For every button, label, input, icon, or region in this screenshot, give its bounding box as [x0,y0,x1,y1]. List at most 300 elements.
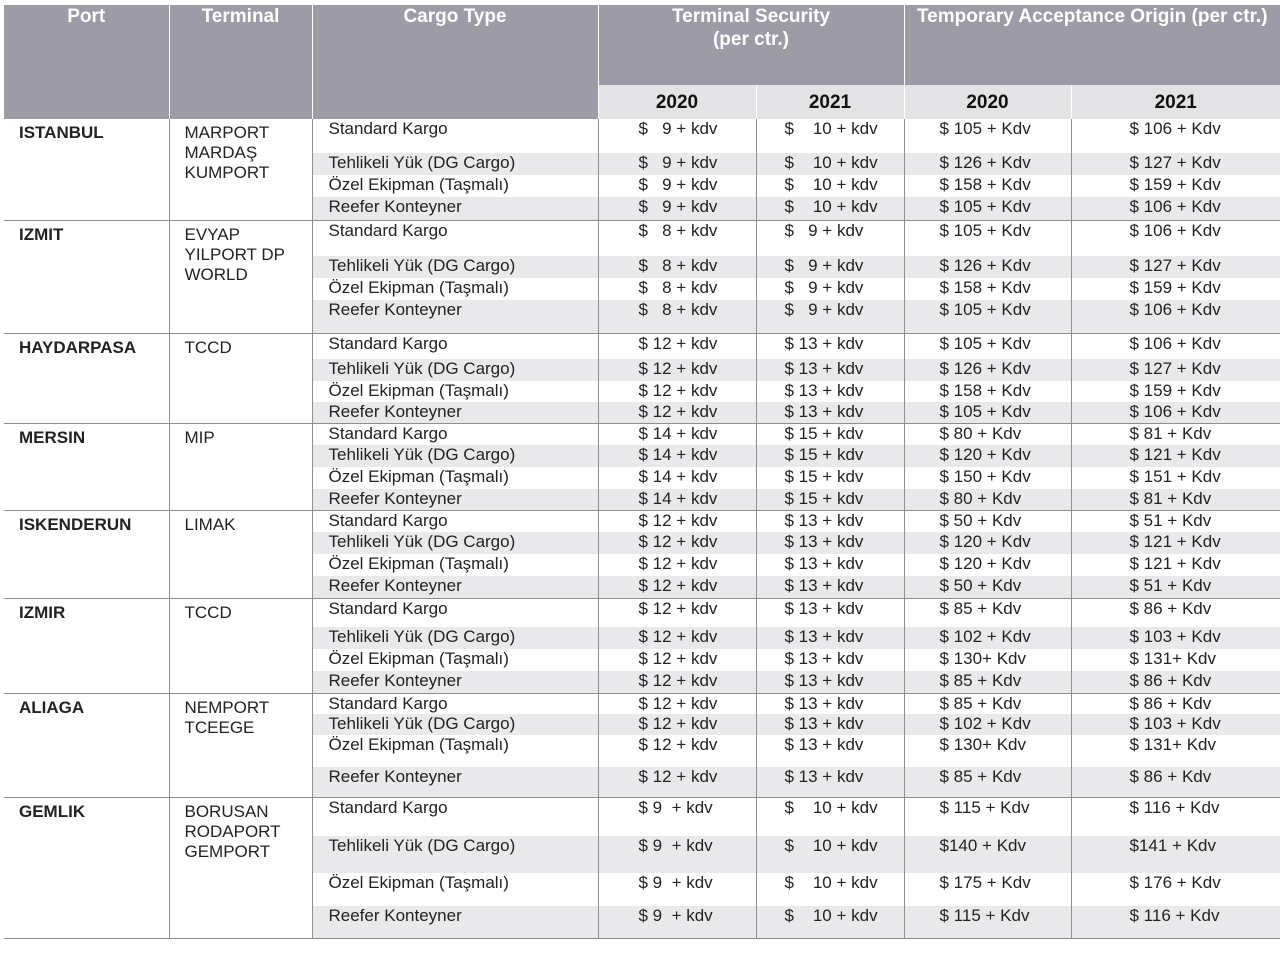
acceptance-2020-cell-text: $ 105 + Kdv [939,220,1031,240]
security-2020-cell-text: $ 12 + kdv [638,649,718,668]
security-2021-cell [756,714,904,735]
cargo-type-cell-text: Standard Kargo [328,797,448,817]
acceptance-2021-cell [1071,554,1280,576]
security-2020-cell [598,735,756,767]
acceptance-2021-cell-text: $ 116 + Kdv [1129,797,1220,817]
acceptance-2020-cell [904,836,1071,873]
acceptance-2020-cell [904,906,1071,938]
security-2020-cell-text: $ 14 + kdv [638,423,718,443]
cargo-type-cell [312,119,598,153]
security-2020-cell-text: $ 12 + kdv [638,693,718,713]
security-2020-cell-text: $ 12 + kdv [638,735,718,754]
acceptance-2021-cell [1071,671,1280,693]
acceptance-2020-cell-text: $ 120 + Kdv [939,532,1031,551]
cargo-type-cell [312,649,598,671]
security-2021-cell [756,532,904,554]
acceptance-2021-cell-text: $ 86 + Kdv [1129,671,1212,690]
cargo-type-cell-text: Standard Kargo [328,333,448,353]
acceptance-2021-cell-text: $ 131+ Kdv [1129,735,1216,754]
table-row [4,333,1280,359]
security-2021-cell [756,197,904,220]
security-2021-cell [756,489,904,510]
cargo-type-cell-text: Standard Kargo [328,119,448,138]
port-cell: ISKENDERUN [4,510,169,598]
acceptance-2021-cell [1071,278,1280,300]
acceptance-2020-cell [904,735,1071,767]
acceptance-2020-cell-text: $ 126 + Kdv [939,256,1031,275]
acceptance-2020-cell-text: $ 105 + Kdv [939,333,1031,353]
acceptance-2021-cell-text: $ 106 + Kdv [1129,402,1221,421]
acceptance-2020-cell [904,278,1071,300]
security-2020-cell [598,278,756,300]
cargo-type-cell-text: Özel Ekipman (Taşmalı) [328,649,509,668]
cargo-type-cell-text: Özel Ekipman (Taşmalı) [328,175,509,194]
acceptance-2021-cell-text: $ 81 + Kdv [1129,423,1212,443]
port-cell: ISTANBUL [4,119,169,220]
header-temporary-acceptance: Temporary Acceptance Origin (per ctr.) [904,5,1280,85]
cargo-type-cell [312,671,598,693]
security-2021-cell [756,359,904,381]
acceptance-2020-cell-text: $ 85 + Kdv [939,767,1022,786]
cargo-type-cell [312,693,598,714]
acceptance-2020-cell [904,197,1071,220]
security-2021-cell [756,554,904,576]
cargo-type-cell [312,489,598,510]
security-2020-cell [598,402,756,423]
security-2020-cell-text: $ 8 + kdv [638,300,718,319]
security-2020-cell-text: $ 12 + kdv [638,714,718,733]
cargo-type-cell [312,797,598,836]
port-cell: GEMLIK [4,797,169,938]
acceptance-2021-cell-text: $ 106 + Kdv [1129,119,1221,138]
security-2021-cell [756,119,904,153]
acceptance-2020-cell-text: $ 175 + Kdv [939,873,1031,892]
acceptance-2020-cell [904,467,1071,489]
security-2020-cell [598,532,756,554]
security-2021-cell [756,797,904,836]
acceptance-2020-cell-text: $ 158 + Kdv [939,175,1031,194]
table-row [4,797,1280,836]
cargo-type-cell-text: Reefer Konteyner [328,402,462,421]
security-2021-cell-text: $ 9 + kdv [784,278,864,297]
security-2020-cell-text: $ 12 + kdv [638,554,718,573]
terminal-cell: LIMAK [169,510,312,598]
acceptance-2021-cell [1071,873,1280,906]
security-2021-cell-text: $ 13 + kdv [784,693,864,713]
acceptance-2020-cell [904,119,1071,153]
acceptance-2021-cell-text: $ 121 + Kdv [1129,554,1221,573]
security-2020-cell [598,467,756,489]
cargo-type-cell [312,256,598,278]
acceptance-2021-cell [1071,576,1280,598]
security-2021-cell [756,278,904,300]
cargo-type-cell [312,333,598,359]
port-cell: HAYDARPASA [4,333,169,423]
security-2020-cell-text: $ 12 + kdv [638,671,718,690]
acceptance-2020-cell [904,797,1071,836]
cargo-type-cell-text: Standard Kargo [328,423,448,443]
acceptance-2020-cell-text: $ 126 + Kdv [939,359,1031,378]
table-row [4,423,1280,445]
cargo-type-cell-text: Reefer Konteyner [328,197,462,216]
security-2021-cell-text: $ 13 + kdv [784,359,864,378]
cargo-type-cell [312,873,598,906]
acceptance-2020-cell-text: $ 50 + Kdv [939,576,1022,595]
security-2021-cell [756,627,904,649]
port-cell: MERSIN [4,423,169,510]
acceptance-2021-cell [1071,300,1280,333]
table-row [4,693,1280,714]
acceptance-2021-cell [1071,445,1280,467]
acceptance-2020-cell-text: $ 120 + Kdv [939,554,1031,573]
security-2020-cell [598,300,756,333]
security-2020-cell [598,598,756,627]
security-2020-cell [598,489,756,510]
security-2021-cell-text: $ 9 + kdv [784,300,864,319]
acceptance-2020-cell [904,671,1071,693]
security-2020-cell [598,175,756,197]
security-2021-cell-text: $ 15 + kdv [784,489,864,508]
acceptance-2020-cell [904,220,1071,256]
security-2021-cell-text: $ 13 + kdv [784,671,864,690]
cargo-type-cell-text: Reefer Konteyner [328,671,462,690]
acceptance-2020-cell [904,649,1071,671]
acceptance-2021-cell-text: $ 86 + Kdv [1129,767,1212,786]
acceptance-2021-cell [1071,333,1280,359]
security-2020-cell [598,423,756,445]
acceptance-2021-cell-text: $ 86 + Kdv [1129,598,1212,618]
cargo-type-cell-text: Özel Ekipman (Taşmalı) [328,278,509,297]
security-2020-cell-text: $ 8 + kdv [638,278,718,297]
security-2021-cell-text: $ 10 + kdv [784,175,878,194]
security-2020-cell [598,153,756,175]
cargo-type-cell [312,735,598,767]
acceptance-2020-cell-text: $ 158 + Kdv [939,278,1031,297]
acceptance-2020-cell [904,873,1071,906]
security-2021-cell [756,175,904,197]
security-2020-cell-text: $ 12 + kdv [638,576,718,595]
header-acceptance-2021: 2021 [1071,85,1280,119]
cargo-type-cell-text: Özel Ekipman (Taşmalı) [328,873,509,892]
security-2020-cell [598,671,756,693]
acceptance-2020-cell [904,510,1071,532]
security-2021-cell [756,693,904,714]
acceptance-2020-cell [904,381,1071,402]
acceptance-2020-cell-text: $ 85 + Kdv [939,671,1022,690]
acceptance-2020-cell [904,402,1071,423]
acceptance-2021-cell-text: $ 116 + Kdv [1129,906,1220,925]
acceptance-2021-cell [1071,649,1280,671]
acceptance-2020-cell [904,445,1071,467]
cargo-type-cell-text: Tehlikeli Yük (DG Cargo) [328,627,516,646]
port-cell: IZMIR [4,598,169,693]
header-port: Port [4,5,169,119]
acceptance-2021-cell-text: $ 127 + Kdv [1129,153,1221,172]
security-2021-cell [756,333,904,359]
cargo-type-cell [312,714,598,735]
security-2020-cell [598,256,756,278]
cargo-type-cell [312,767,598,797]
security-2021-cell [756,300,904,333]
tariff-table [4,5,1280,939]
security-2020-cell [598,767,756,797]
cargo-type-cell [312,423,598,445]
security-2021-cell-text: $ 13 + kdv [784,598,864,618]
cargo-type-cell-text: Özel Ekipman (Taşmalı) [328,381,509,400]
security-2021-cell-text: $ 13 + kdv [784,735,864,754]
security-2020-cell-text: $ 9 + kdv [638,197,718,216]
security-2020-cell-text: $ 14 + kdv [638,445,718,464]
acceptance-2021-cell [1071,906,1280,938]
acceptance-2020-cell-text: $ 105 + Kdv [939,402,1031,421]
cargo-type-cell-text: Standard Kargo [328,220,448,240]
security-2021-cell [756,576,904,598]
cargo-type-cell [312,576,598,598]
security-2021-cell-text: $ 13 + kdv [784,649,864,668]
acceptance-2021-cell [1071,402,1280,423]
acceptance-2020-cell-text: $140 + Kdv [939,836,1026,855]
table-row [4,220,1280,256]
acceptance-2020-cell-text: $ 115 + Kdv [939,797,1030,817]
security-2020-cell [598,333,756,359]
security-2021-cell [756,256,904,278]
security-2021-cell [756,220,904,256]
security-2020-cell [598,906,756,938]
security-2020-cell [598,836,756,873]
security-2021-cell-text: $ 15 + kdv [784,445,864,464]
acceptance-2020-cell [904,627,1071,649]
acceptance-2020-cell [904,532,1071,554]
security-2020-cell [598,119,756,153]
acceptance-2020-cell [904,333,1071,359]
cargo-type-cell-text: Tehlikeli Yük (DG Cargo) [328,256,516,275]
cargo-type-cell-text: Özel Ekipman (Taşmalı) [328,554,509,573]
acceptance-2020-cell-text: $ 102 + Kdv [939,627,1031,646]
security-2021-cell-text: $ 13 + kdv [784,510,864,530]
acceptance-2020-cell-text: $ 105 + Kdv [939,197,1031,216]
cargo-type-cell [312,510,598,532]
acceptance-2021-cell [1071,423,1280,445]
acceptance-2020-cell-text: $ 105 + Kdv [939,300,1031,319]
acceptance-2020-cell [904,153,1071,175]
acceptance-2021-cell [1071,735,1280,767]
security-2020-cell-text: $ 14 + kdv [638,467,718,486]
acceptance-2021-cell [1071,359,1280,381]
cargo-type-cell [312,467,598,489]
terminal-cell: NEMPORT TCEEGE [169,693,312,797]
security-2020-cell-text: $ 12 + kdv [638,402,718,421]
header-terminal: Terminal [169,5,312,119]
header-cargo-type: Cargo Type [312,5,598,119]
security-2020-cell [598,359,756,381]
security-2021-cell-text: $ 15 + kdv [784,467,864,486]
security-2021-cell-text: $ 13 + kdv [784,381,864,400]
acceptance-2021-cell-text: $ 106 + Kdv [1129,220,1221,240]
acceptance-2020-cell [904,598,1071,627]
security-2020-cell-text: $ 12 + kdv [638,598,718,618]
acceptance-2020-cell [904,576,1071,598]
security-2021-cell [756,836,904,873]
terminal-cell: EVYAP YILPORT DP WORLD [169,220,312,333]
security-2021-cell-text: $ 10 + kdv [784,119,878,138]
security-2020-cell [598,381,756,402]
acceptance-2021-cell-text: $ 51 + Kdv [1129,510,1212,530]
security-2021-cell-text: $ 13 + kdv [784,767,864,786]
security-2020-cell-text: $ 9 + kdv [638,119,718,138]
acceptance-2021-cell-text: $ 103 + Kdv [1129,627,1221,646]
cargo-type-cell [312,836,598,873]
acceptance-2021-cell [1071,627,1280,649]
security-2021-cell [756,153,904,175]
security-2020-cell [598,649,756,671]
acceptance-2020-cell-text: $ 50 + Kdv [939,510,1022,530]
security-2021-cell [756,671,904,693]
acceptance-2020-cell [904,767,1071,797]
table-body [4,119,1280,938]
cargo-type-cell [312,359,598,381]
security-2021-cell-text: $ 13 + kdv [784,714,864,733]
security-2020-cell [598,797,756,836]
security-2021-cell-text: $ 10 + kdv [784,836,878,855]
security-2020-cell-text: $ 9 + kdv [638,797,713,817]
acceptance-2021-cell-text: $ 127 + Kdv [1129,256,1221,275]
security-2020-cell [598,714,756,735]
table-row [4,119,1280,153]
terminal-cell: MIP [169,423,312,510]
security-2020-cell-text: $ 9 + kdv [638,873,713,892]
cargo-type-cell-text: Standard Kargo [328,693,448,713]
acceptance-2020-cell [904,423,1071,445]
security-2021-cell [756,649,904,671]
acceptance-2021-cell-text: $141 + Kdv [1129,836,1216,855]
security-2020-cell-text: $ 12 + kdv [638,381,718,400]
security-2020-cell-text: $ 9 + kdv [638,836,713,855]
acceptance-2021-cell-text: $ 121 + Kdv [1129,532,1221,551]
security-2020-cell [598,576,756,598]
acceptance-2020-cell-text: $ 130+ Kdv [939,649,1026,668]
security-2021-cell-text: $ 10 + kdv [784,873,878,892]
acceptance-2020-cell [904,714,1071,735]
security-2020-cell-text: $ 8 + kdv [638,256,718,275]
acceptance-2020-cell-text: $ 85 + Kdv [939,693,1022,713]
security-2020-cell [598,554,756,576]
security-2021-cell-text: $ 10 + kdv [784,906,878,925]
cargo-type-cell [312,278,598,300]
acceptance-2020-cell-text: $ 105 + Kdv [939,119,1031,138]
acceptance-2021-cell [1071,197,1280,220]
security-2020-cell [598,197,756,220]
header-acceptance-2020: 2020 [904,85,1071,119]
acceptance-2021-cell [1071,598,1280,627]
security-2020-cell [598,873,756,906]
security-2020-cell-text: $ 14 + kdv [638,489,718,508]
security-2021-cell-text: $ 13 + kdv [784,576,864,595]
acceptance-2021-cell [1071,714,1280,735]
security-2020-cell-text: $ 9 + kdv [638,175,718,194]
acceptance-2021-cell-text: $ 131+ Kdv [1129,649,1216,668]
cargo-type-cell [312,445,598,467]
security-2021-cell [756,423,904,445]
acceptance-2020-cell-text: $ 115 + Kdv [939,906,1030,925]
security-2021-cell [756,467,904,489]
security-2020-cell-text: $ 9 + kdv [638,153,718,172]
security-2021-cell-text: $ 10 + kdv [784,153,878,172]
cargo-type-cell-text: Tehlikeli Yük (DG Cargo) [328,445,516,464]
cargo-type-cell [312,197,598,220]
cargo-type-cell-text: Tehlikeli Yük (DG Cargo) [328,714,516,733]
security-2020-cell [598,693,756,714]
cargo-type-cell-text: Reefer Konteyner [328,767,462,786]
security-2021-cell [756,873,904,906]
acceptance-2021-cell [1071,797,1280,836]
cargo-type-cell [312,532,598,554]
header-security-2021: 2021 [756,85,904,119]
security-2021-cell [756,510,904,532]
table-row [4,598,1280,627]
header-security-2020: 2020 [598,85,756,119]
acceptance-2021-cell [1071,532,1280,554]
cargo-type-cell [312,906,598,938]
cargo-type-cell-text: Tehlikeli Yük (DG Cargo) [328,836,516,855]
cargo-type-cell-text: Tehlikeli Yük (DG Cargo) [328,359,516,378]
acceptance-2021-cell [1071,836,1280,873]
acceptance-2021-cell [1071,767,1280,797]
terminal-cell: MARPORT MARDAŞ KUMPORT [169,119,312,220]
security-2021-cell-text: $ 13 + kdv [784,532,864,551]
security-2020-cell-text: $ 12 + kdv [638,510,718,530]
acceptance-2020-cell [904,300,1071,333]
acceptance-2021-cell [1071,467,1280,489]
cargo-type-cell-text: Özel Ekipman (Taşmalı) [328,735,509,754]
acceptance-2021-cell-text: $ 151 + Kdv [1129,467,1221,486]
cargo-type-cell-text: Reefer Konteyner [328,489,462,508]
cargo-type-cell-text: Reefer Konteyner [328,906,462,925]
cargo-type-cell [312,175,598,197]
acceptance-2021-cell [1071,693,1280,714]
security-2020-cell-text: $ 12 + kdv [638,359,718,378]
security-2020-cell [598,510,756,532]
cargo-type-cell [312,402,598,423]
security-2021-cell-text: $ 13 + kdv [784,333,864,353]
cargo-type-cell [312,381,598,402]
acceptance-2021-cell-text: $ 159 + Kdv [1129,381,1221,400]
security-2021-cell-text: $ 10 + kdv [784,197,878,216]
cargo-type-cell-text: Tehlikeli Yük (DG Cargo) [328,153,516,172]
acceptance-2020-cell [904,359,1071,381]
acceptance-2020-cell-text: $ 102 + Kdv [939,714,1031,733]
terminal-cell: TCCD [169,598,312,693]
acceptance-2021-cell [1071,256,1280,278]
acceptance-2021-cell-text: $ 81 + Kdv [1129,489,1212,508]
security-2021-cell-text: $ 13 + kdv [784,402,864,421]
cargo-type-cell-text: Özel Ekipman (Taşmalı) [328,467,509,486]
acceptance-2020-cell-text: $ 80 + Kdv [939,423,1022,443]
cargo-type-cell-text: Tehlikeli Yük (DG Cargo) [328,532,516,551]
acceptance-2020-cell-text: $ 120 + Kdv [939,445,1031,464]
acceptance-2021-cell-text: $ 159 + Kdv [1129,278,1221,297]
acceptance-2021-cell-text: $ 51 + Kdv [1129,576,1212,595]
acceptance-2021-cell-text: $ 127 + Kdv [1129,359,1221,378]
acceptance-2021-cell-text: $ 86 + Kdv [1129,693,1212,713]
security-2020-cell-text: $ 12 + kdv [638,767,718,786]
acceptance-2021-cell-text: $ 103 + Kdv [1129,714,1221,733]
acceptance-2020-cell-text: $ 130+ Kdv [939,735,1026,754]
acceptance-2020-cell-text: $ 150 + Kdv [939,467,1031,486]
security-2021-cell-text: $ 13 + kdv [784,554,864,573]
cargo-type-cell-text: Standard Kargo [328,598,448,618]
cargo-type-cell [312,627,598,649]
security-2021-cell-text: $ 10 + kdv [784,797,878,817]
